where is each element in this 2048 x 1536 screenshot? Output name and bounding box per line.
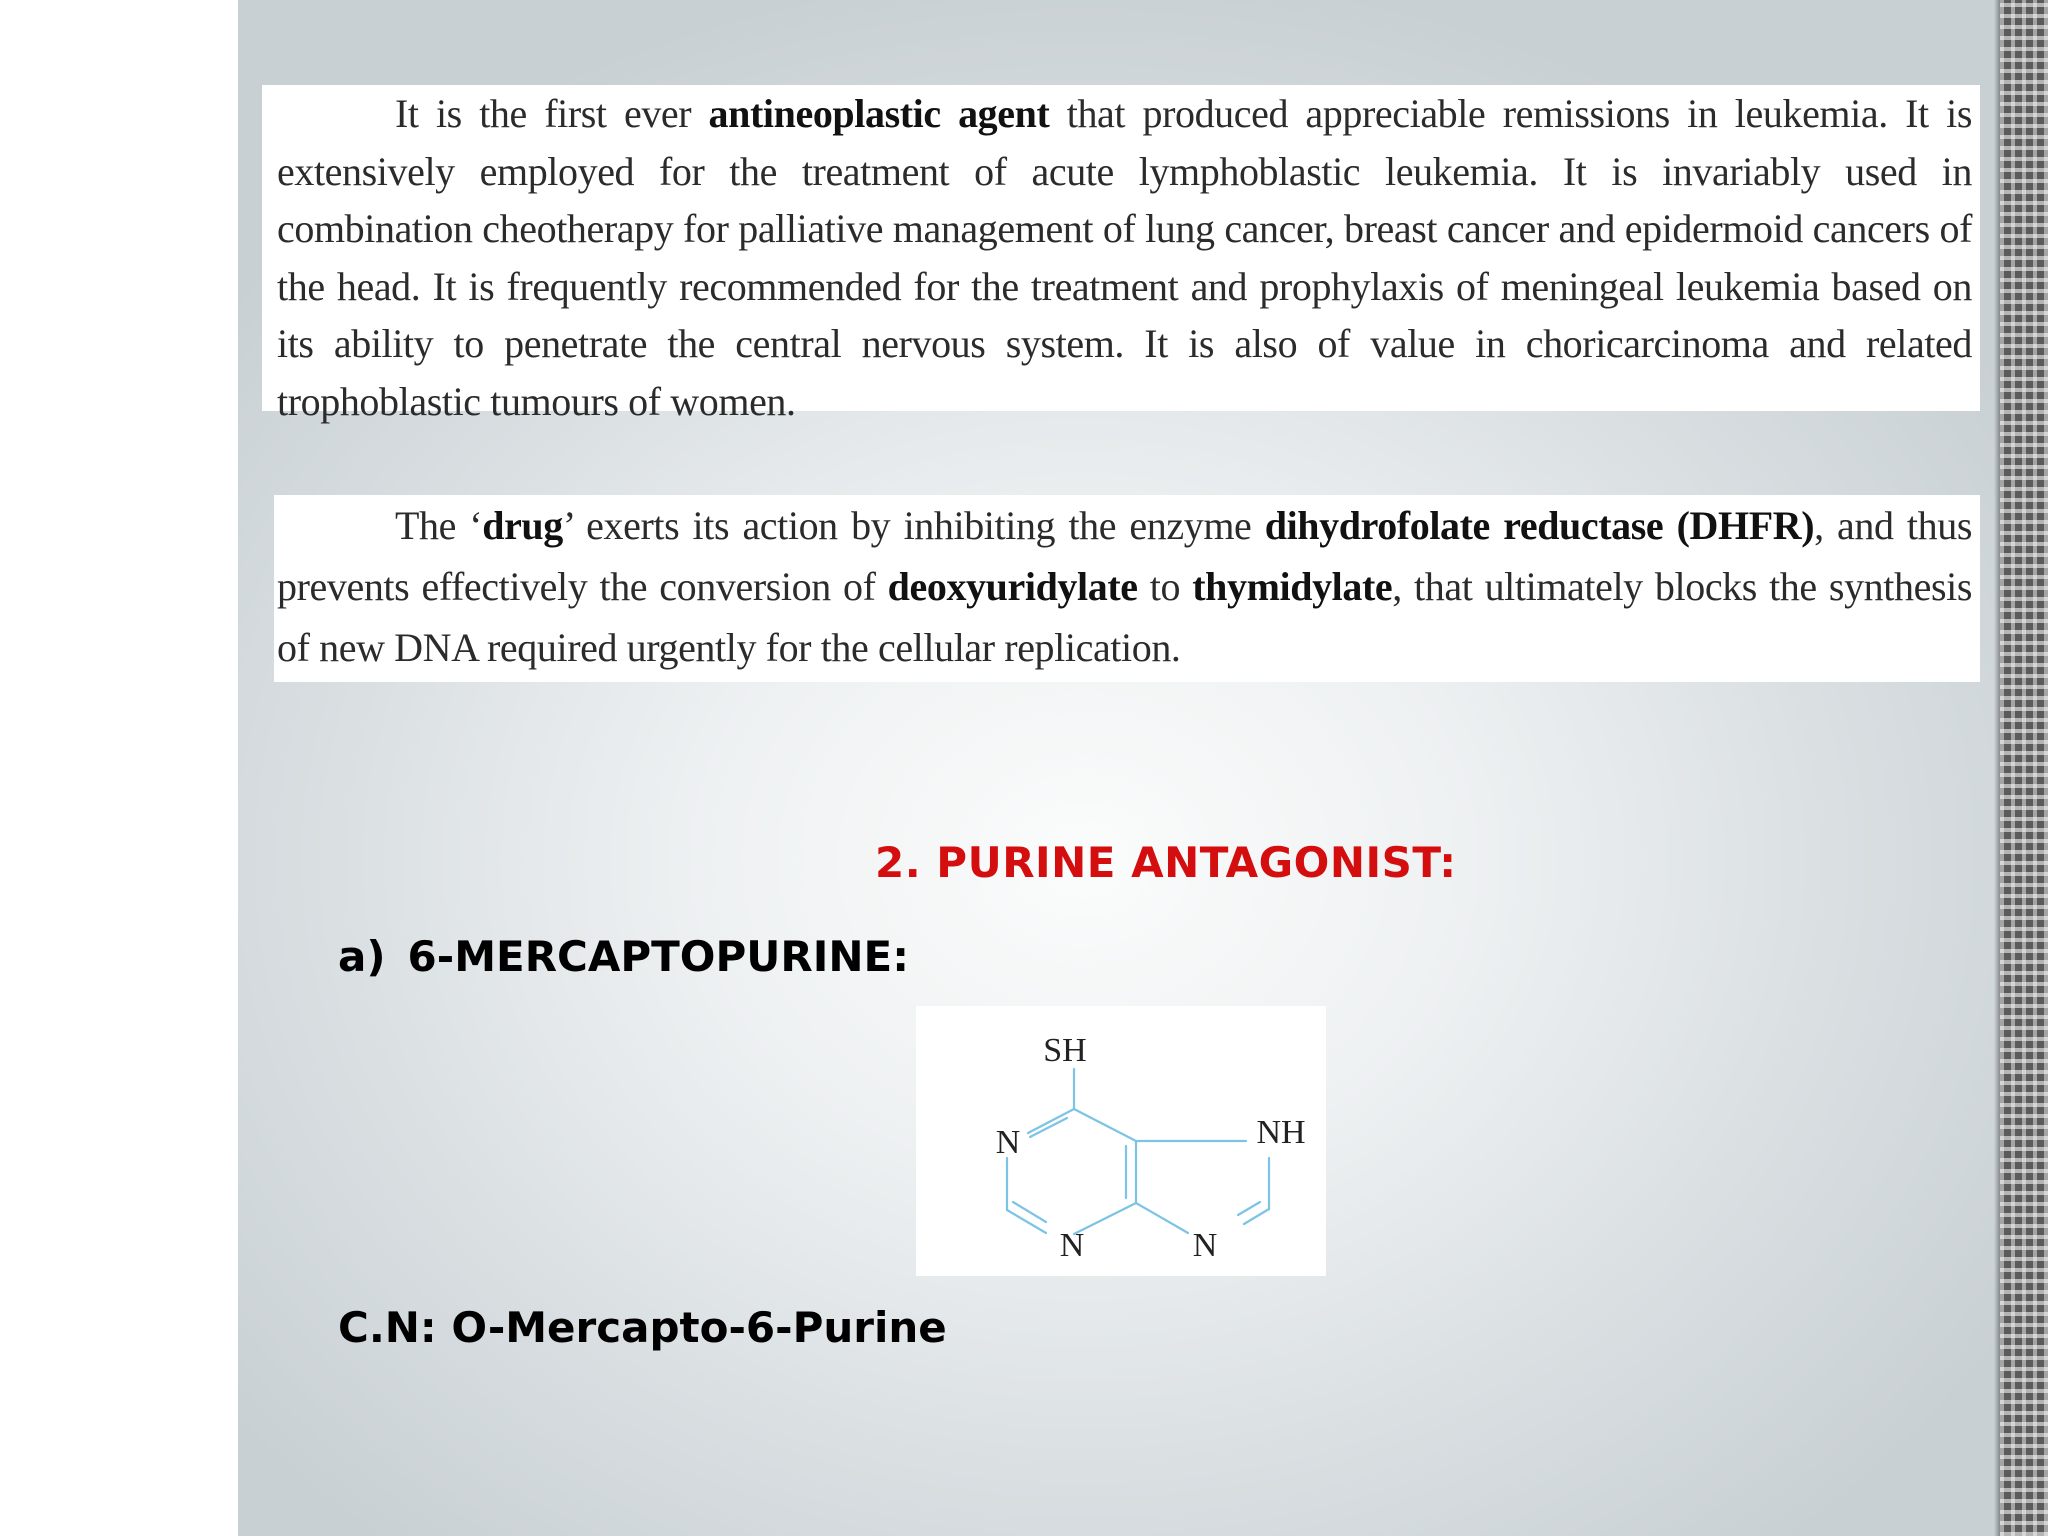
chemical-structure — [916, 1006, 1326, 1276]
atom-label-n9: N — [1192, 1227, 1218, 1264]
paragraph-2-bold-substrate: deoxyuridylate — [887, 564, 1138, 609]
paragraph-1-bold-term: antineoplastic agent — [708, 91, 1050, 136]
bond-c8-n9 — [1244, 1209, 1269, 1224]
bond-c2-n3-double — [1013, 1202, 1046, 1222]
paragraph-2-bold-drug: drug — [482, 503, 563, 548]
bond-c5-c6 — [1074, 1109, 1136, 1141]
paragraph-2-part-3: , and thus prevents effectively the conversion of — [277, 503, 1972, 609]
paragraph-uses — [262, 85, 1980, 424]
atom-label-n1: N — [995, 1124, 1021, 1161]
paragraph-1-rest: that produced appreciable remissions in leukemia. It is extensively employed for the treatment of acute lymphoblastic leukemia. It is invariably used in combination cheotherapy for palliative management of lung cancer, breast cancer and epidermoid cancers of the head. It is frequently recommended for the treatment and prophylaxis of meningeal leukemia based on its ability to penetrate the central nervous system. It is also of value in choricarcinoma and related trophoblastic tumours of women. — [277, 91, 1972, 424]
paragraph-2-part-1: The ‘ — [395, 503, 483, 548]
atom-label-sh: SH — [1043, 1032, 1087, 1069]
paragraph-2-part-4: to — [1137, 564, 1193, 609]
section-heading: 2. PURINE ANTAGONIST: — [875, 838, 1457, 887]
paragraph-2-bold-enzyme: dihydrofolate reductase (DHFR) — [1264, 503, 1815, 548]
subsection-number: a) — [338, 932, 386, 981]
bond-c6-n1-double — [1030, 1118, 1067, 1137]
paragraph-mechanism — [274, 495, 1980, 682]
decorative-border — [2000, 0, 2048, 1536]
subsection-heading — [338, 932, 909, 981]
structure-bonds — [1007, 1069, 1269, 1234]
bond-c6-n1 — [1028, 1109, 1074, 1133]
paragraph-2-part-2: ’ exerts its action by inhibiting the enzyme — [562, 503, 1265, 548]
mercaptopurine-structure-diagram — [916, 1006, 1326, 1276]
paragraph-1-intro: It is the first ever — [395, 91, 709, 136]
atom-label-nh: NH — [1256, 1114, 1306, 1151]
chemical-name: C.N: O-Mercapto-6-Purine — [338, 1303, 947, 1352]
bond-c8-n9-double — [1238, 1202, 1260, 1215]
subsection-title: 6-MERCAPTOPURINE: — [407, 932, 909, 981]
paragraph-2-bold-product: thymidylate — [1192, 564, 1393, 609]
bond-c2-n3 — [1007, 1210, 1046, 1233]
atom-label-n3: N — [1059, 1227, 1085, 1264]
paragraph-2-part-5: , that ultimately blocks the synthesis of new DNA required urgently for the cellular replication. — [277, 564, 1972, 670]
bond-c4-n9 — [1136, 1203, 1188, 1233]
